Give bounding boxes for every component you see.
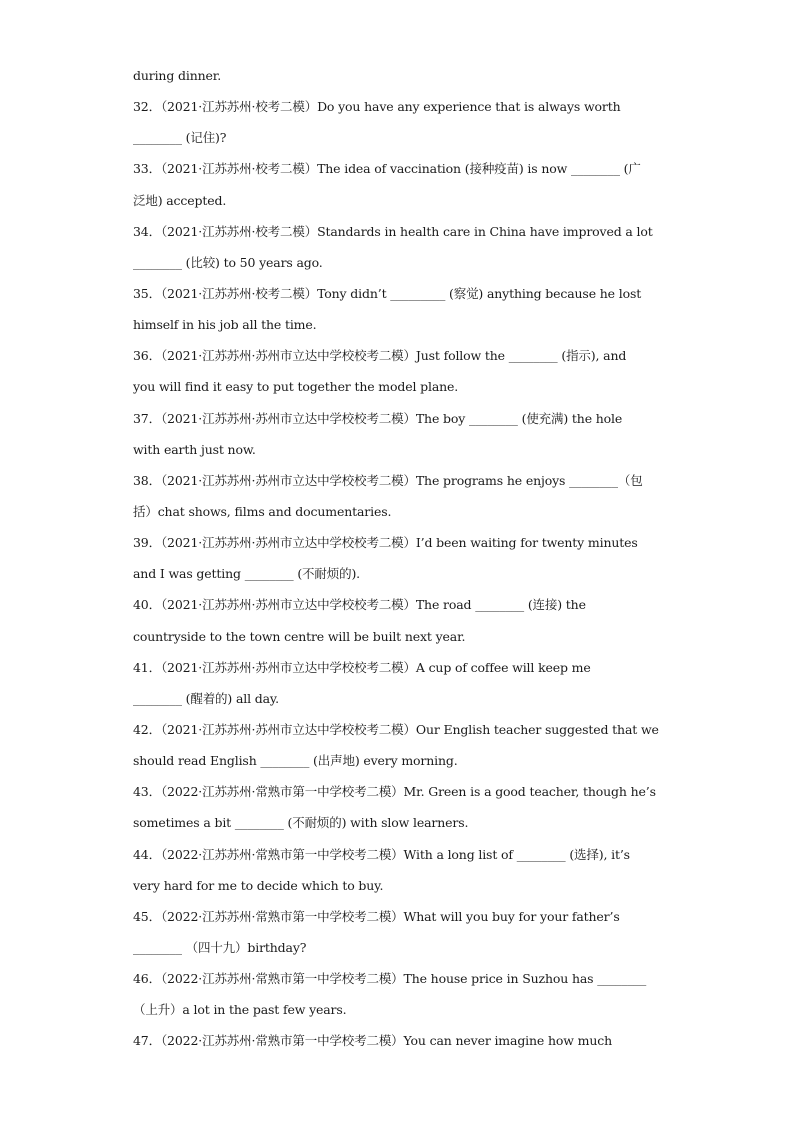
text-line: ________ (醒着的) all day.	[133, 690, 280, 706]
text-line: ________ （四十九）birthday?	[133, 939, 307, 955]
question-38: 38．（2021·江苏苏州·苏州市立达中学校校考二模）The programs he enjoys ________（包	[133, 472, 643, 488]
question-42: 42．（2021·江苏苏州·苏州市立达中学校校考二模）Our English teacher suggested that we	[133, 721, 659, 737]
text-line: （上升）a lot in the past few years.	[133, 1002, 347, 1018]
text-line: himself in his job all the time.	[133, 317, 317, 333]
text-line: very hard for me to decide which to buy.	[133, 877, 384, 893]
question-47: 47．（2022·江苏苏州·常熟市第一中学校考二模）You can never imagine how much	[133, 1033, 612, 1049]
question-43: 43．（2022·江苏苏州·常熟市第一中学校考二模）Mr. Green is a good teacher, though he’s	[133, 784, 656, 800]
text-line: with earth just now.	[133, 441, 256, 457]
text-line: during dinner.	[133, 68, 222, 83]
question-33: 33．（2021·江苏苏州·校考二模）The idea of vaccination (接种疫苗) is now ________ (广	[133, 161, 641, 177]
text-line: ________ (比较) to 50 years ago.	[133, 254, 323, 270]
text-line: should read English ________ (出声地) every morning.	[133, 753, 458, 769]
question-35: 35．（2021·江苏苏州·校考二模）Tony didn’t _________ (察觉) anything because he lost	[133, 285, 642, 301]
text-line: you will find it easy to put together the model plane.	[133, 379, 459, 395]
question-34: 34．（2021·江苏苏州·校考二模）Standards in health care in China have improved a lot	[133, 223, 653, 239]
text-line: and I was getting ________ (不耐烦的).	[133, 566, 360, 582]
question-37: 37．（2021·江苏苏州·苏州市立达中学校校考二模）The boy ________ (使充满) the hole	[133, 410, 623, 426]
text-line: 泛地) accepted.	[133, 192, 227, 208]
question-46: 46．（2022·江苏苏州·常熟市第一中学校考二模）The house price in Suzhou has ________	[133, 971, 647, 987]
question-44: 44．（2022·江苏苏州·常熟市第一中学校考二模）With a long list of ________ (选择), it’s	[133, 846, 630, 862]
question-45: 45．（2022·江苏苏州·常熟市第一中学校考二模）What will you buy for your father’s	[133, 908, 620, 924]
question-41: 41．（2021·江苏苏州·苏州市立达中学校校考二模）A cup of coffee will keep me	[133, 659, 591, 675]
question-36: 36．（2021·江苏苏州·苏州市立达中学校校考二模）Just follow the ________ (指示), and	[133, 348, 627, 364]
question-40: 40．（2021·江苏苏州·苏州市立达中学校校考二模）The road ________ (连接) the	[133, 597, 586, 613]
text-line: countryside to the town centre will be built next year.	[133, 628, 466, 644]
question-list	[133, 64, 663, 1061]
question-32: 32．（2021·江苏苏州·校考二模）Do you have any experience that is always worth	[133, 99, 621, 115]
question-39: 39．（2021·江苏苏州·苏州市立达中学校校考二模）I’d been waiting for twenty minutes	[133, 535, 638, 551]
text-line: sometimes a bit ________ (不耐烦的) with slow learners.	[133, 815, 469, 831]
text-line: ________ (记住)?	[133, 130, 227, 146]
text-line: 括）chat shows, films and documentaries.	[133, 503, 392, 519]
